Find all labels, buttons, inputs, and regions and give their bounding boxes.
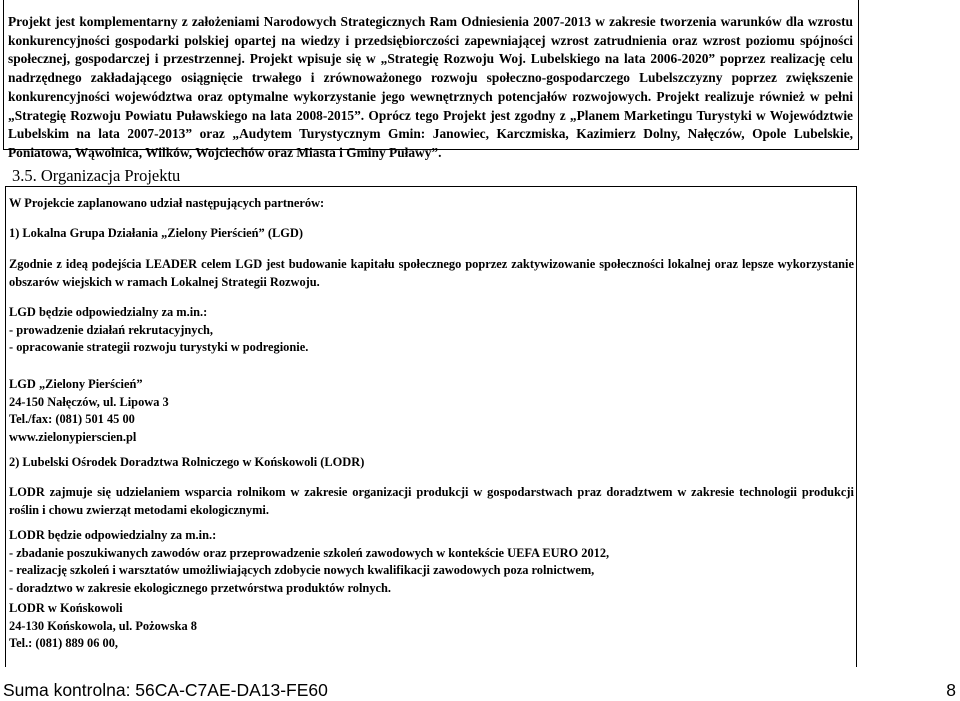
partner2-heading: 2) Lubelski Ośrodek Doradztwa Rolniczego w Końskowoli (LODR) xyxy=(9,455,365,469)
section-title: 3.5. Organizacja Projektu xyxy=(12,166,181,185)
resp-item: - doradztwo w zakresie ekologicznego przetwórstwa produktów rolnych. xyxy=(9,580,392,595)
partner1-address xyxy=(9,376,854,446)
organization-box xyxy=(5,186,857,667)
address-line: www.zielonypierscien.pl xyxy=(9,429,137,444)
resp-item: - prowadzenie działań rekrutacyjnych, xyxy=(9,322,213,337)
partner2-description: LODR zajmuje się udzielaniem wsparcia rolnikom w zakresie organizacji produkcji w gospodarstwach praz doradztwem w zakresie technologii produkcji roślin i chowu zwierząt metodami ekologicznymi. xyxy=(9,485,854,517)
address-line: Tel./fax: (081) 501 45 00 xyxy=(9,412,135,426)
intro-paragraph: Projekt jest komplementarny z założeniami Narodowych Strategicznych Ram Odniesienia 2007-2013 w zakresie tworzenia warunków dla wzrostu konkurencyjności gospodarki polskiej opartej na wiedzy i przedsiębiorczości zapewniającej wzrost zatrudnienia oraz wzrost poziomu spójności społecznej, gospodarczej i przestrzennej. Projekt wpisuje się w „Strategię Rozwoju Woj. Lubelskiego na lata 2006-2020” poprzez realizację celu nadrzędnego zakładającego osiągnięcie trwałego i zrównoważonego rozwoju społeczno-gospodarczego Lubelszczyzny poprzez zwiększenie konkurencyjności województwa oraz optymalne wykorzystanie jego wewnętrznych potencjałów rozwojowych. Projekt realizuje również w pełni „Strategię Rozwoju Powiatu Puławskiego na lata 2008-2015”. Oprócz tego Projekt jest zgodny z „Planem Marketingu Turystyki w Województwie Lubelskim na lata 2007-2013” oraz „Audytem Turystycznym Gmin: Janowiec, Karczmiska, Kazimierz Dolny, Nałęczów, Opole Lubelskie, Poniatowa, Wąwolnica, Wilków, Wojciechów oraz Miasta i Gminy Puławy”. xyxy=(8,14,853,160)
partner2-address xyxy=(9,600,854,653)
page-number: 8 xyxy=(946,680,956,700)
address-line: 24-130 Końskowola, ul. Pożowska 8 xyxy=(9,618,197,633)
partners-intro: W Projekcie zaplanowano udział następujących partnerów: xyxy=(9,196,325,210)
address-line: Tel.: (081) 889 06 00, xyxy=(9,636,118,650)
intro-box xyxy=(3,0,859,160)
partner1-heading: 1) Lokalna Grupa Działania „Zielony Pierścień” (LGD) xyxy=(9,226,303,240)
resp-label: LGD będzie odpowiedzialny za m.in.: xyxy=(9,305,208,319)
partner1-description: Zgodnie z ideą podejścia LEADER celem LGD jest budowanie kapitału społecznego poprzez zaktywizowanie społeczności lokalnej oraz lepsze wykorzystanie obszarów wiejskich w ramach Lokalnej Strategii Rozwoju. xyxy=(9,257,854,289)
resp-item: - realizację szkoleń i warsztatów umożliwiających zdobycie nowych kwalifikacji zawodowych poza rolnictwem, xyxy=(9,563,595,577)
resp-item: - zbadanie poszukiwanych zawodów oraz przeprowadzenie szkoleń zawodowych w kontekście UEFA EURO 2012, xyxy=(9,545,610,560)
partner2-responsibilities xyxy=(9,527,854,597)
checksum: Suma kontrolna: 56CA-C7AE-DA13-FE60 xyxy=(3,680,328,700)
address-line: LGD „Zielony Pierścień” xyxy=(9,377,143,391)
partner1-responsibilities xyxy=(9,304,854,357)
resp-item: - opracowanie strategii rozwoju turystyki w podregionie. xyxy=(9,340,309,354)
address-line: LODR w Końskowoli xyxy=(9,601,123,615)
address-line: 24-150 Nałęczów, ul. Lipowa 3 xyxy=(9,394,169,409)
resp-label: LODR będzie odpowiedzialny za m.in.: xyxy=(9,528,217,542)
